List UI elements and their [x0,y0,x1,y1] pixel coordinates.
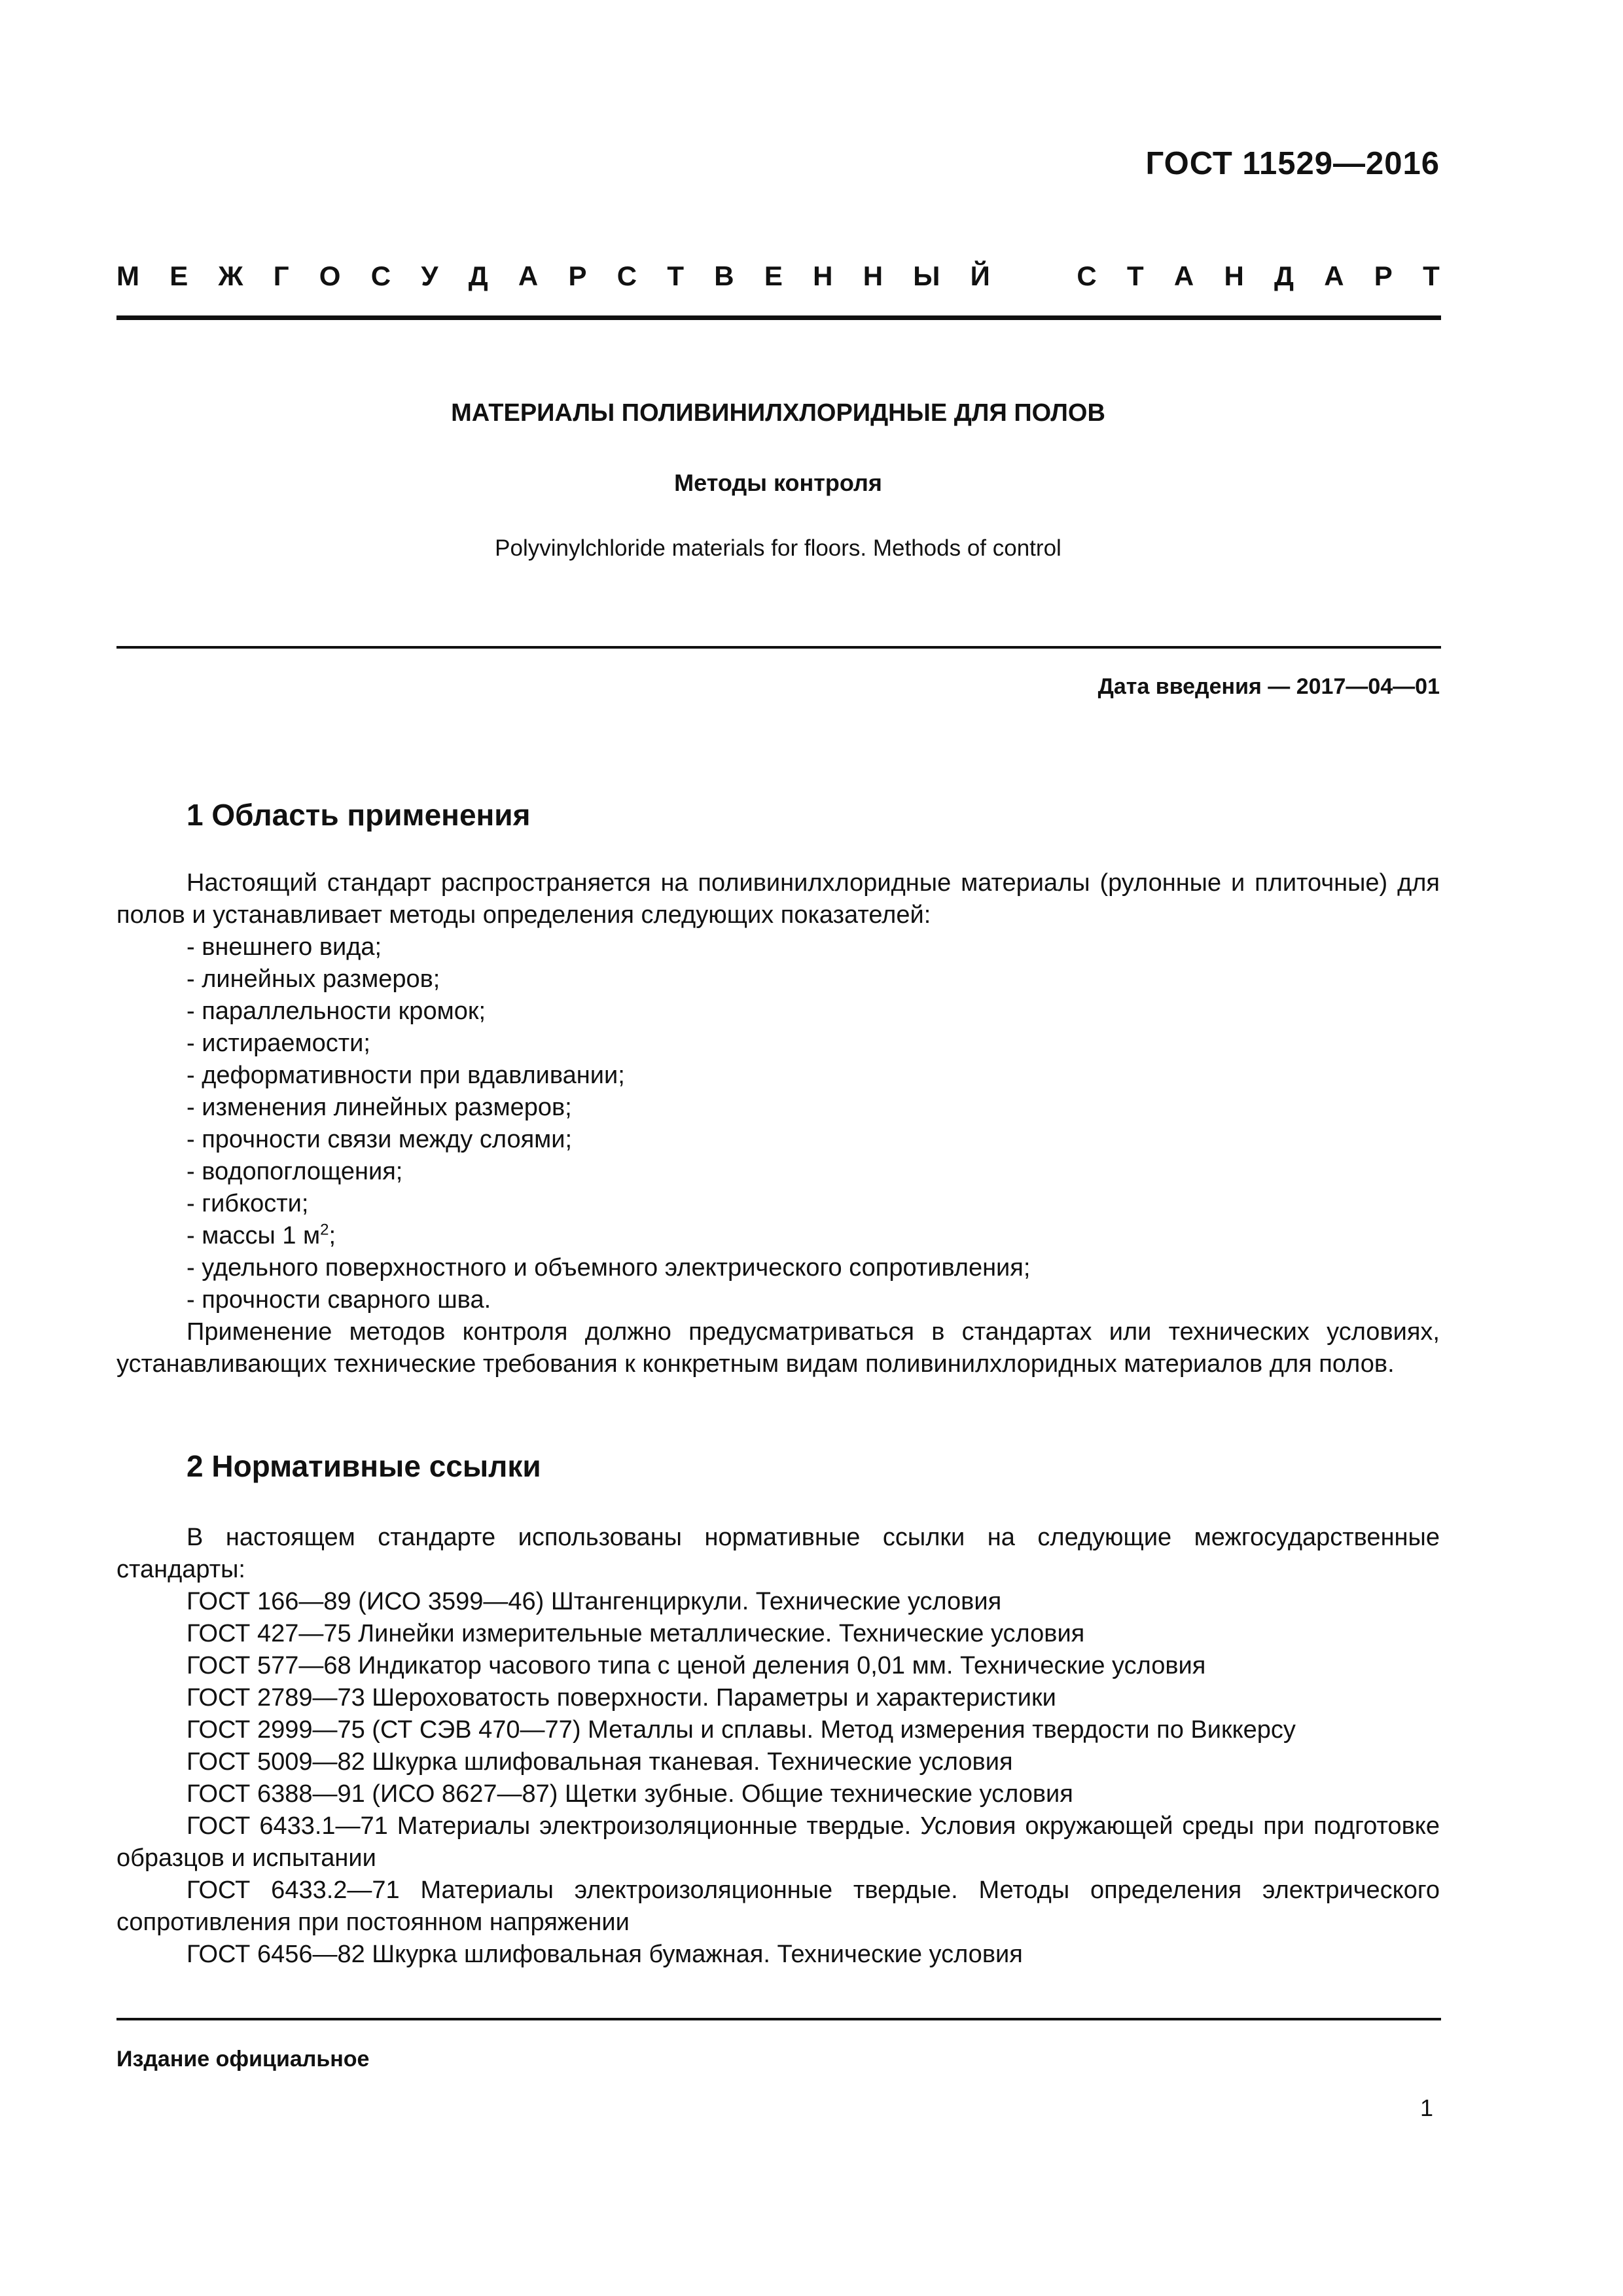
list-item-text: - параллельности кромок; [187,997,486,1025]
banner-letter: Р [1374,260,1393,291]
list-item [116,931,1440,963]
list-item [116,1284,1440,1316]
banner-letter: М [116,260,139,291]
banner-letter: Е [764,260,783,291]
reference-item: ГОСТ 427—75 Линейки измерительные металлические. Технические условия [187,1620,1085,1647]
header-rule [116,315,1441,320]
list-item-text: - прочности связи между слоями; [187,1126,573,1153]
banner-letter: Г [273,260,289,291]
list-item [116,1092,1440,1124]
section-1-intro: Настоящий стандарт распространяется на поливинилхлоридные материалы (рулонные и плиточные) для полов и устанавливает методы определения следующих показателей: [116,869,1440,929]
banner-letter: Н [813,260,833,291]
banner-letter: А [1324,260,1344,291]
title-rule [116,646,1441,649]
document-code: ГОСТ 11529—2016 [1145,146,1440,181]
list-item-text: - удельного поверхностного и объемного электрического сопротивления; [187,1254,1031,1282]
banner-letter: А [518,260,539,291]
banner-letter: Д [1274,260,1294,291]
page-number: 1 [1419,2094,1433,2121]
banner-letter: О [319,260,341,291]
list-item-text: - водопоглощения; [187,1158,403,1185]
reference-item: ГОСТ 6388—91 (ИСО 8627—87) Щетки зубные. Общие технические условия [187,1780,1073,1808]
banner-letter: Н [863,260,883,291]
interstate-standard-banner [116,257,1440,296]
reference-item: ГОСТ 166—89 (ИСО 3599—46) Штангенциркули. Технические условия [187,1588,1002,1615]
reference-item: ГОСТ 577—68 Индикатор часового типа с ценой деления 0,01 мм. Технические условия [187,1652,1206,1679]
list-item [116,1124,1440,1156]
banner-letter: С [1077,260,1097,291]
list-item [116,1220,1440,1252]
list-item [116,996,1440,1028]
introduction-date: Дата введения — 2017—04—01 [1097,674,1440,699]
reference-item: ГОСТ 2999—75 (СТ СЭВ 470—77) Металлы и сплавы. Метод измерения твердости по Виккерсу [187,1716,1296,1744]
list-item-punctuation: ; [329,1222,336,1249]
banner-letter: Ж [218,260,243,291]
document-title-english: Polyvinylchloride materials for floors. Methods of control [495,535,1061,561]
banner-letter: У [421,260,438,291]
banner-letter: В [714,260,734,291]
list-item-text: - массы 1 м [187,1222,321,1249]
banner-letter: Т [1126,260,1144,291]
reference-item: ГОСТ 2789—73 Шероховатость поверхности. Параметры и характеристики [187,1684,1056,1712]
reference-item: ГОСТ 6433.2—71 Материалы электроизоляционные твердые. Методы определения электрического сопротивления при постоянном напряжении [116,1876,1440,1936]
reference-item: ГОСТ 6433.1—71 Материалы электроизоляционные твердые. Условия окружающей среды при подготовке образцов и испытании [116,1812,1440,1872]
list-item-text: - изменения линейных размеров; [187,1094,572,1121]
list-item-text: - линейных размеров; [187,965,440,993]
list-item [116,1188,1440,1220]
banner-letter: Ы [913,260,940,291]
banner-letter: Й [970,260,990,291]
reference-list [116,1586,1440,1971]
banner-letter: Д [468,260,488,291]
official-edition-label: Издание официальное [116,2047,370,2072]
reference-item: ГОСТ 6456—82 Шкурка шлифовальная бумажная. Технические условия [187,1941,1023,1968]
reference-item: ГОСТ 5009—82 Шкурка шлифовальная тканевая. Технические условия [187,1748,1013,1776]
list-item [116,1060,1440,1092]
list-item [116,1252,1440,1284]
section-2-heading: 2 Нормативные ссылки [187,1449,541,1483]
banner-letter: Р [568,260,587,291]
indicator-list [116,931,1440,1316]
list-item [116,963,1440,996]
banner-letter: Т [1423,260,1440,291]
section-1-heading: 1 Область применения [187,798,531,832]
section-2-intro: В настоящем стандарте использованы нормативные ссылки на следующие межгосударственные стандарты: [116,1524,1440,1583]
document-subtitle: Методы контроля [674,469,882,496]
section-1-body [116,867,1440,1380]
list-item-text: - внешнего вида; [187,933,382,961]
banner-letter: А [1173,260,1194,291]
document-title: МАТЕРИАЛЫ ПОЛИВИНИЛХЛОРИДНЫЕ ДЛЯ ПОЛОВ [451,399,1105,427]
banner-letter: С [370,260,391,291]
list-item-text: - гибкости; [187,1190,309,1217]
list-item-text: - деформативности при вдавливании; [187,1062,625,1089]
section-1-closing: Применение методов контроля должно предусматриваться в стандартах или технических условиях, устанавливающих технические требования к конкретным видам поливинилхлоридных материалов для полов. [116,1318,1440,1378]
list-item-text: - истираемости; [187,1030,370,1057]
banner-letter: Т [667,260,684,291]
list-item [116,1156,1440,1188]
section-2-body [116,1522,1440,1971]
list-item-text: - прочности сварного шва. [187,1286,491,1314]
banner-letter: Н [1224,260,1244,291]
banner-letter: С [616,260,637,291]
footer-rule [116,2018,1441,2020]
list-item [116,1028,1440,1060]
unit-exponent: 2 [320,1221,329,1239]
banner-letter: Е [169,260,188,291]
